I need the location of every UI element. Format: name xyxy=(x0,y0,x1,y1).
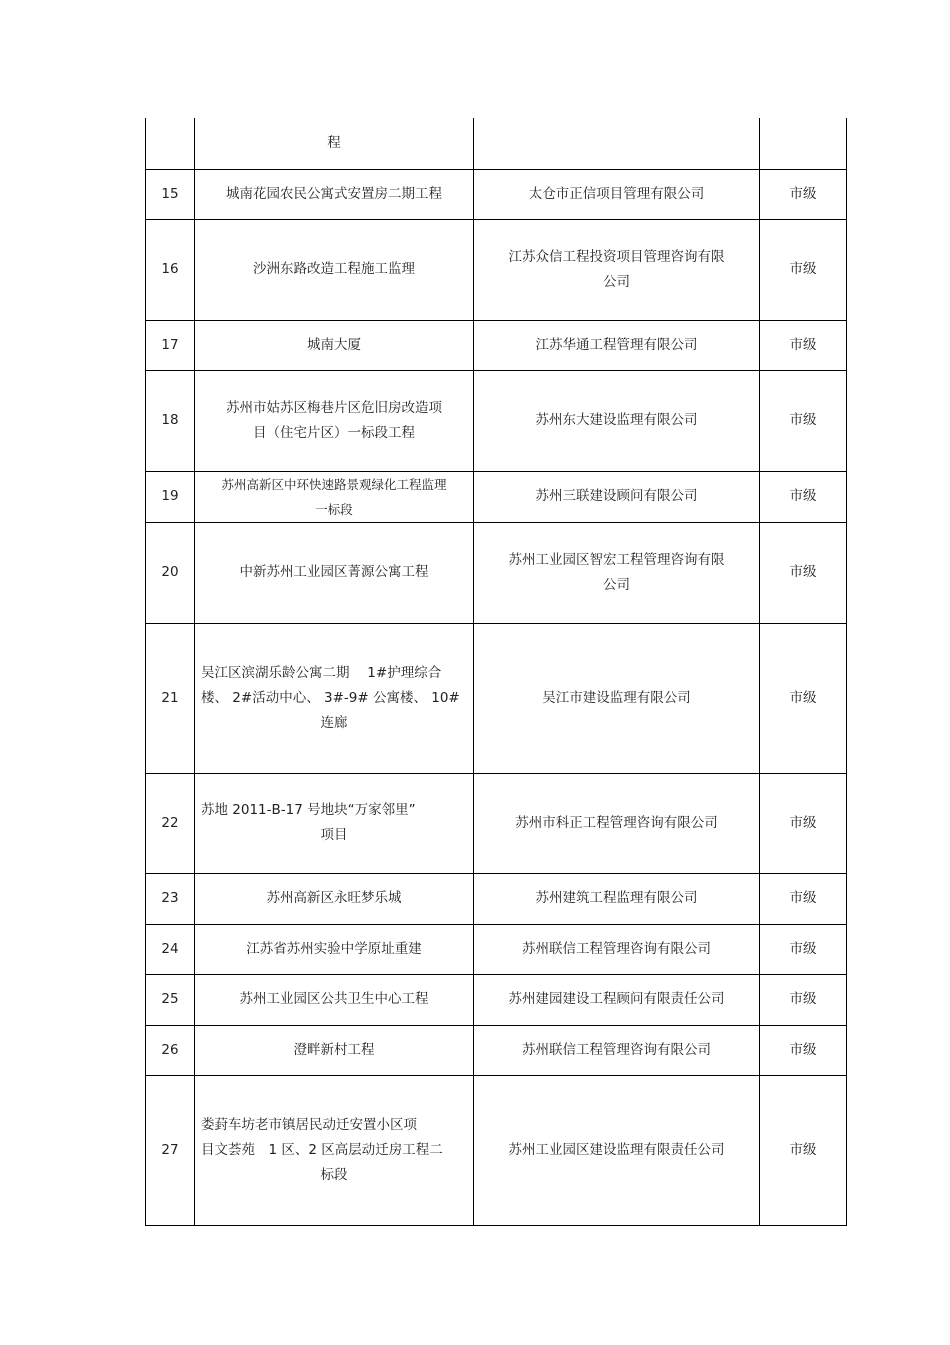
supervisor-company: 苏州市科正工程管理咨询有限公司 xyxy=(474,773,760,873)
supervisor-company: 苏州工业园区建设监理有限责任公司 xyxy=(474,1075,760,1225)
supervisor-company: 苏州三联建设顾问有限公司 xyxy=(474,471,760,522)
level: 市级 xyxy=(760,471,847,522)
table-row xyxy=(146,169,847,219)
level: 市级 xyxy=(760,623,847,773)
project-name: 城南大厦 xyxy=(195,320,474,370)
level: 市级 xyxy=(760,924,847,974)
row-number: 21 xyxy=(146,623,195,773)
project-name: 吴江区滨湖乐龄公寓二期 1#护理综合 楼、 2#活动中心、 3#-9# 公寓楼、 10# 连廊 xyxy=(195,623,474,773)
project-name: 澄畔新村工程 xyxy=(195,1025,474,1075)
row-number: 20 xyxy=(146,522,195,623)
project-name: 中新苏州工业园区菁源公寓工程 xyxy=(195,522,474,623)
table-row xyxy=(146,873,847,924)
supervisor-company: 苏州建筑工程监理有限公司 xyxy=(474,873,760,924)
table-row xyxy=(146,773,847,873)
row-number: 17 xyxy=(146,320,195,370)
row-number: 18 xyxy=(146,370,195,471)
table-row xyxy=(146,974,847,1025)
level: 市级 xyxy=(760,522,847,623)
project-table xyxy=(145,118,847,1226)
supervisor-company: 吴江市建设监理有限公司 xyxy=(474,623,760,773)
level: 市级 xyxy=(760,1025,847,1075)
level: 市级 xyxy=(760,370,847,471)
project-name: 苏州市姑苏区梅巷片区危旧房改造项 目（住宅片区）一标段工程 xyxy=(195,370,474,471)
level: 市级 xyxy=(760,773,847,873)
supervisor-company: 苏州建园建设工程顾问有限责任公司 xyxy=(474,974,760,1025)
row-number: 26 xyxy=(146,1025,195,1075)
supervisor-company: 苏州联信工程管理咨询有限公司 xyxy=(474,924,760,974)
table-row xyxy=(146,924,847,974)
project-name: 程 xyxy=(195,118,474,169)
row-number: 23 xyxy=(146,873,195,924)
project-name: 苏州高新区永旺梦乐城 xyxy=(195,873,474,924)
project-name: 江苏省苏州实验中学原址重建 xyxy=(195,924,474,974)
table-row xyxy=(146,320,847,370)
table-row xyxy=(146,471,847,522)
row-number: 22 xyxy=(146,773,195,873)
row-number xyxy=(146,118,195,169)
row-number: 25 xyxy=(146,974,195,1025)
table-row xyxy=(146,623,847,773)
supervisor-company: 江苏众信工程投资项目管理咨询有限 公司 xyxy=(474,219,760,320)
level: 市级 xyxy=(760,169,847,219)
project-name: 城南花园农民公寓式安置房二期工程 xyxy=(195,169,474,219)
level: 市级 xyxy=(760,873,847,924)
table-row xyxy=(146,219,847,320)
table-row xyxy=(146,1075,847,1225)
supervisor-company: 太仓市正信项目管理有限公司 xyxy=(474,169,760,219)
project-name: 娄葑车坊老市镇居民动迁安置小区项 目文荟苑 1 区、2 区高层动迁房工程二 标段 xyxy=(195,1075,474,1225)
supervisor-company: 江苏华通工程管理有限公司 xyxy=(474,320,760,370)
table-row xyxy=(146,118,847,169)
table-row xyxy=(146,522,847,623)
level: 市级 xyxy=(760,219,847,320)
level: 市级 xyxy=(760,974,847,1025)
table-row xyxy=(146,1025,847,1075)
supervisor-company: 苏州联信工程管理咨询有限公司 xyxy=(474,1025,760,1075)
project-name: 苏州高新区中环快速路景观绿化工程监理 一标段 xyxy=(195,471,474,522)
project-name: 苏地 2011-B-17 号地块“万家邻里” 项目 xyxy=(195,773,474,873)
project-name: 苏州工业园区公共卫生中心工程 xyxy=(195,974,474,1025)
supervisor-company: 苏州东大建设监理有限公司 xyxy=(474,370,760,471)
level xyxy=(760,118,847,169)
row-number: 15 xyxy=(146,169,195,219)
level: 市级 xyxy=(760,320,847,370)
row-number: 27 xyxy=(146,1075,195,1225)
row-number: 19 xyxy=(146,471,195,522)
level: 市级 xyxy=(760,1075,847,1225)
table-row xyxy=(146,370,847,471)
supervisor-company xyxy=(474,118,760,169)
supervisor-company: 苏州工业园区智宏工程管理咨询有限 公司 xyxy=(474,522,760,623)
row-number: 16 xyxy=(146,219,195,320)
project-name: 沙洲东路改造工程施工监理 xyxy=(195,219,474,320)
row-number: 24 xyxy=(146,924,195,974)
